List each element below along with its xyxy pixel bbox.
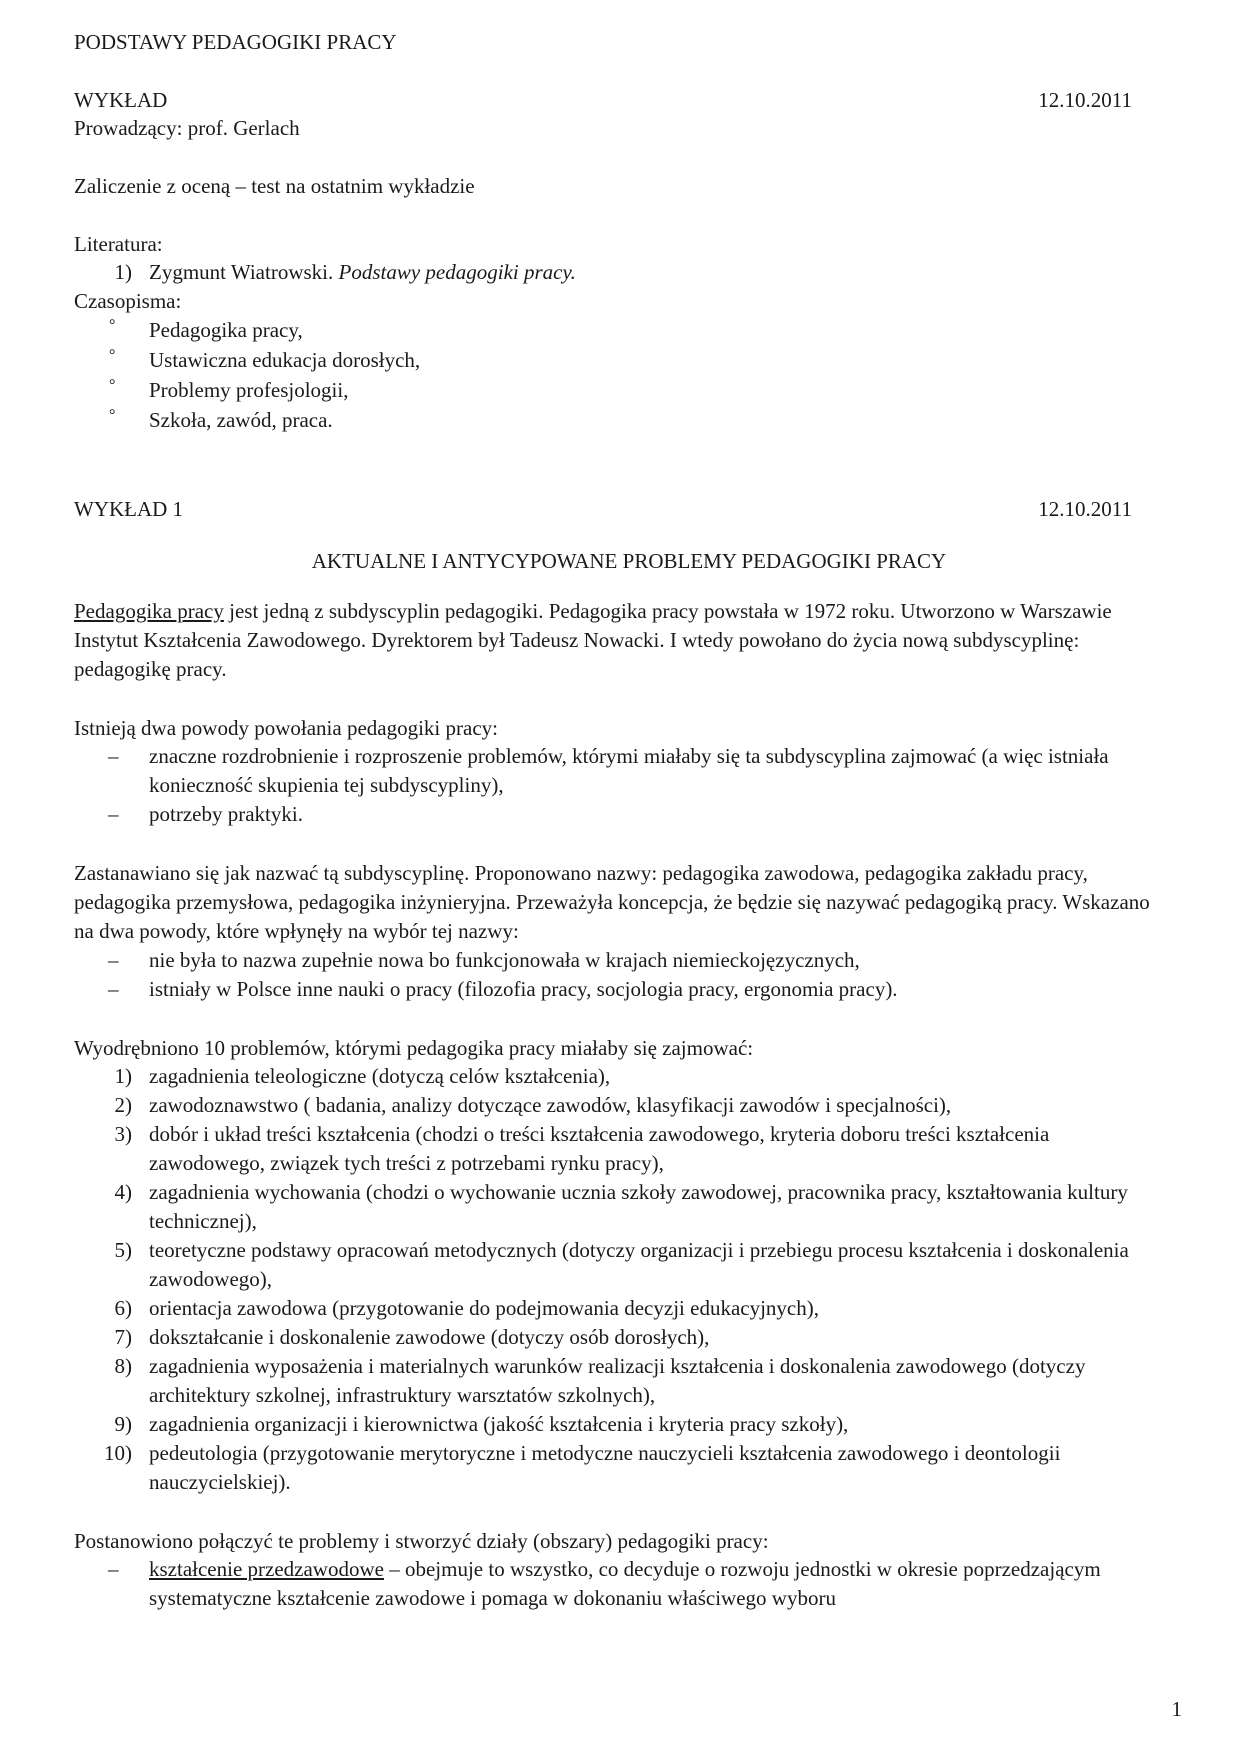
intro-text: jest jedną z subdyscyplin pedagogiki. Pedagogika pracy powstała w 1972 roku. Utworzono w Warszawie Instytut Kształcenia Zawodowego. Dyrektorem był Tadeusz Nowacki. I wtedy powołano do życia nową subdyscyplinę: pedagogikę pracy. <box>74 599 1112 681</box>
lecture1-label: WYKŁAD 1 <box>74 497 184 521</box>
circle-bullet-icon: ° <box>109 407 116 424</box>
dash-bullet-icon: – <box>108 802 119 826</box>
circle-bullet-icon: ° <box>109 377 116 394</box>
literature-list <box>74 258 1184 287</box>
circle-bullet-icon: ° <box>109 347 116 364</box>
problems-intro: Wyodrębniono 10 problemów, którymi pedagogika pracy miałaby się zajmować: <box>74 1036 754 1060</box>
areas-list <box>74 1555 1184 1613</box>
dash-bullet-icon: – <box>108 977 119 1001</box>
list-item: – istniały w Polsce inne nauki o pracy (filozofia pracy, socjologia pracy, ergonomia pracy). <box>74 975 1154 1004</box>
journals-label: Czasopisma: <box>74 289 182 313</box>
reasons-intro: Istnieją dwa powody powołania pedagogiki pracy: <box>74 716 498 740</box>
literature-label: Literatura: <box>74 232 163 256</box>
document-page <box>74 28 1184 1613</box>
intro-term: Pedagogika pracy <box>74 599 224 623</box>
course-title: PODSTAWY PEDAGOGIKI PRACY <box>74 30 397 54</box>
journal-item: ° Ustawiczna edukacja dorosłych, <box>74 345 1154 375</box>
lecture-label: WYKŁAD <box>74 88 168 112</box>
section-heading: AKTUALNE I ANTYCYPOWANE PROBLEMY PEDAGOGIKI PRACY <box>311 549 947 573</box>
lecture-header-row <box>74 86 1184 114</box>
list-item: 1) zagadnienia teleologiczne (dotyczą celów kształcenia), <box>114 1064 611 1088</box>
problems-list <box>74 1062 1184 1497</box>
list-item: – znaczne rozdrobnienie i rozproszenie problemów, którymi miałaby się ta subdyscyplina zajmować (a więc istniała konieczność skupienia tej subdyscypliny), <box>108 744 1109 797</box>
lecturer: Prowadzący: prof. Gerlach <box>74 116 300 140</box>
lecture1-date: 12.10.2011 <box>1038 497 1132 521</box>
naming-reasons-list <box>74 946 1184 1004</box>
lecture1-header-row <box>74 495 1184 523</box>
journal-item: ° Szkoła, zawód, praca. <box>74 405 1154 435</box>
list-number: 1) <box>114 260 132 284</box>
list-item: 5) teoretyczne podstawy opracowań metodycznych (dotyczy organizacji i przebiegu procesu kształcenia i doskonalenia zawodowego), <box>114 1238 1129 1291</box>
naming-paragraph: Zastanawiano się jak nazwać tą subdyscyplinę. Proponowano nazwy: pedagogika zawodowa, pedagogika zakładu pracy, pedagogika przemysłowa, pedagogika inżynieryjna. Przeważyła koncepcja, że będzie się nazywać pedagogiką pracy. Wskazano na dwa powody, które wpłynęły na wybór tej nazwy: <box>74 861 1150 943</box>
list-item: – potrzeby praktyki. <box>74 800 1154 829</box>
list-item: – nie była to nazwa zupełnie nowa bo funkcjonowała w krajach niemieckojęzycznych, <box>74 946 1154 975</box>
page-number: 1 <box>1171 1697 1182 1721</box>
dash-bullet-icon: – <box>108 1557 119 1581</box>
list-item: 10) pedeutologia (przygotowanie merytoryczne i metodyczne nauczycieli kształcenia zawodowego i deontologii nauczycielskiej). <box>104 1441 1061 1494</box>
literature-item <box>74 258 1154 287</box>
literature-title: Podstawy pedagogiki pracy. <box>338 260 576 284</box>
area-term: kształcenie przedzawodowe <box>149 1557 384 1581</box>
list-item: 2) zawodoznawstwo ( badania, analizy dotyczące zawodów, klasyfikacji zawodów i specjalności), <box>114 1093 952 1117</box>
list-item: 8) zagadnienia wyposażenia i materialnych warunków realizacji kształcenia i doskonalenia zawodowego (dotyczy architektury szkolnej, infrastruktury warsztatów szkolnych), <box>114 1354 1086 1407</box>
lecture-date: 12.10.2011 <box>1038 88 1132 112</box>
dash-bullet-icon: – <box>108 744 119 768</box>
list-item: 4) zagadnienia wychowania (chodzi o wychowanie ucznia szkoły zawodowej, pracownika pracy, kształtowania kultury technicznej), <box>114 1180 1128 1233</box>
list-item: 7) dokształcanie i doskonalenie zawodowe (dotyczy osób dorosłych), <box>114 1325 710 1349</box>
literature-author: Zygmunt Wiatrowski. <box>149 260 334 284</box>
reasons-list <box>74 742 1184 829</box>
circle-bullet-icon: ° <box>109 317 116 334</box>
list-item: 9) zagadnienia organizacji i kierownictwa (jakość kształcenia i kryteria pracy szkoły), <box>114 1412 849 1436</box>
dash-bullet-icon: – <box>108 948 119 972</box>
list-item: 6) orientacja zawodowa (przygotowanie do podejmowania decyzji edukacyjnych), <box>114 1296 819 1320</box>
intro-paragraph <box>74 597 1154 684</box>
journal-item: ° Pedagogika pracy, <box>74 315 1154 345</box>
list-item: – kształcenie przedzawodowe – obejmuje to wszystko, co decyduje o rozwoju jednostki w okresie poprzedzającym systematyczne kształcenie zawodowe i pomaga w dokonaniu właściwego wyboru <box>108 1557 1101 1610</box>
journal-item: ° Problemy profesjologii, <box>74 375 1154 405</box>
assessment-info: Zaliczenie z oceną – test na ostatnim wykładzie <box>74 174 475 198</box>
list-item: 3) dobór i układ treści kształcenia (chodzi o treści kształcenia zawodowego, kryteria doboru treści kształcenia zawodowego, związek tych treści z potrzebami rynku pracy), <box>114 1122 1050 1175</box>
journals-list <box>74 315 1184 435</box>
areas-intro: Postanowiono połączyć te problemy i stworzyć działy (obszary) pedagogiki pracy: <box>74 1529 769 1553</box>
